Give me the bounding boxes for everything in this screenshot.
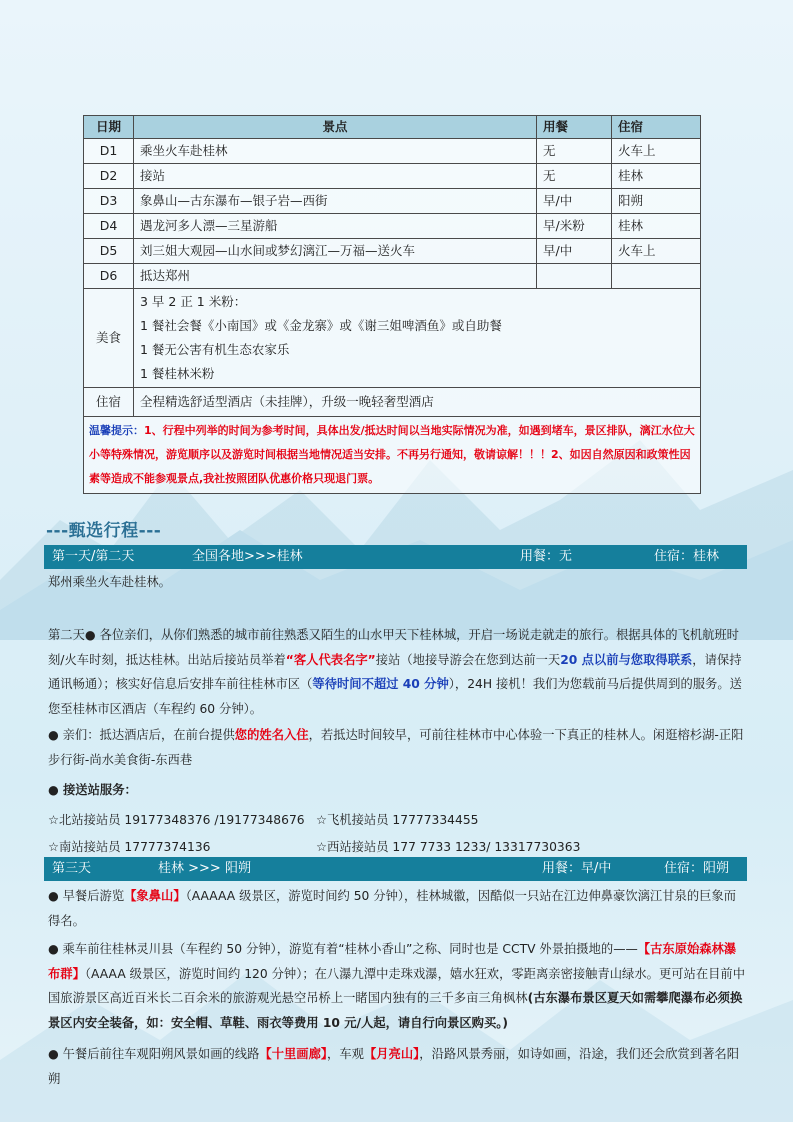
row-spot: 乘坐火车赴桂林 bbox=[134, 139, 537, 164]
row-spot: 抵达郑州 bbox=[134, 264, 537, 289]
day2-highlight: 您的姓名入住 bbox=[234, 728, 309, 742]
row-day: D1 bbox=[84, 139, 134, 164]
table-header-row bbox=[84, 116, 701, 139]
food-line: 3 早 2 正 1 米粉： bbox=[140, 294, 247, 309]
row-spot: 接站 bbox=[134, 164, 537, 189]
row-stay: 火车上 bbox=[612, 239, 701, 264]
day2-highlight: “客人代表名字” bbox=[285, 652, 376, 667]
row-meal: 无 bbox=[537, 164, 612, 189]
stay-text: 全程精选舒适型酒店（未挂牌），升级一晚轻奢型酒店 bbox=[134, 388, 701, 417]
row-day: D4 bbox=[84, 214, 134, 239]
day3-header-bar bbox=[44, 857, 747, 881]
day3-highlight: 【古东原始森林瀑布群】 bbox=[48, 942, 737, 981]
stay-row bbox=[84, 388, 701, 417]
row-stay: 火车上 bbox=[612, 139, 701, 164]
food-line: 1 餐无公害有机生态农家乐 bbox=[140, 342, 290, 357]
day1-day: 第一天/第二天 bbox=[52, 549, 135, 564]
header-meal: 用餐 bbox=[537, 116, 612, 139]
station-west: ☆西站接站员 177 7733 1233/ 13317730363 bbox=[316, 840, 581, 854]
day2-paragraph-2 bbox=[48, 723, 748, 772]
food-cell bbox=[134, 289, 701, 388]
row-day: D3 bbox=[84, 189, 134, 214]
stay-label: 住宿 bbox=[84, 388, 134, 417]
day3-highlight: 【象鼻山】 bbox=[124, 889, 186, 903]
row-day: D2 bbox=[84, 164, 134, 189]
day3-route: 桂林 >>> 阳朔 bbox=[158, 861, 251, 876]
table-row bbox=[84, 264, 701, 289]
day2-highlight: 等待时间不超过 40 分钟 bbox=[312, 677, 449, 691]
row-stay: 阳朔 bbox=[612, 189, 701, 214]
itinerary-table bbox=[83, 115, 701, 494]
service-title: ● 接送站服务： bbox=[48, 783, 137, 797]
day2-text: 第二天● 各位亲们，从你们熟悉的城市前往熟悉又陌生的山水甲天下桂林城，开启一场说走就走的旅行。根据具体的飞机航班时刻/火车时刻，抵达桂林。出站后接站员举着 bbox=[48, 628, 739, 667]
day3-text: （AAAAA 级景区，游览时间约 50 分钟），桂林城徽，因酷似一只站在江边伸鼻豪饮漓江甘泉的巨象而得名。 bbox=[48, 889, 737, 928]
day2-paragraph-1 bbox=[48, 623, 748, 721]
header-date: 日期 bbox=[84, 116, 134, 139]
day3-text: ● 早餐后游览 bbox=[48, 889, 125, 903]
table-row bbox=[84, 214, 701, 239]
day3-day: 第三天 bbox=[52, 861, 92, 876]
station-airport: ☆飞机接站员 17777334455 bbox=[316, 813, 479, 827]
row-stay bbox=[612, 264, 701, 289]
row-day: D5 bbox=[84, 239, 134, 264]
day3-text: ，车观 bbox=[327, 1047, 364, 1061]
day2-text: ● 亲们：抵达酒店后，在前台提供 bbox=[48, 728, 235, 742]
food-line: 1 餐社会餐《小南国》或《金龙寨》或《谢三姐啤酒鱼》或自助餐 bbox=[140, 318, 502, 333]
row-meal bbox=[537, 264, 612, 289]
row-day: D6 bbox=[84, 264, 134, 289]
day3-highlight: 【月亮山】 bbox=[363, 1047, 420, 1061]
row-stay: 桂林 bbox=[612, 214, 701, 239]
row-spot: 象鼻山—古东瀑布—银子岩—西街 bbox=[134, 189, 537, 214]
day3-text: ，沿路风景秀丽，如诗如画，沿途，我们还会欣赏到著名阳朔 bbox=[48, 1047, 740, 1086]
station-south: ☆南站接站员 17777374136 bbox=[48, 840, 211, 854]
food-row bbox=[84, 289, 701, 388]
day2-text: 接站（地接导游会在您到达前一天 bbox=[375, 652, 561, 667]
day3-highlight: 【十里画廊】 bbox=[259, 1047, 328, 1061]
row-meal: 早/米粉 bbox=[537, 214, 612, 239]
food-label: 美食 bbox=[84, 289, 134, 388]
day3-text: ● 午餐后前往车观阳朔风景如画的线路 bbox=[48, 1047, 260, 1061]
row-meal: 无 bbox=[537, 139, 612, 164]
day1-route: 全国各地>>>桂林 bbox=[192, 549, 303, 564]
day3-bold-note: (古东瀑布景区夏天如需攀爬瀑布必须换景区内安全装备，如：安全帽、草鞋、雨衣等费用 10 元/人起，请自行向景区购买。) bbox=[48, 991, 743, 1030]
day1-text: 郑州乘坐火车赴桂林。 bbox=[48, 575, 171, 589]
day3-text: ● 乘车前往桂林灵川县（车程约 50 分钟），游览有着“桂林小香山”之称、同时也是 CCTV 外景拍摄地的—— bbox=[48, 942, 638, 956]
row-meal: 早/中 bbox=[537, 239, 612, 264]
warning-label: 温馨提示： bbox=[89, 424, 144, 437]
day2-text: ，请保持通讯畅通）；核实好信息后安排车前往桂林市区（ bbox=[48, 652, 742, 691]
row-spot: 遇龙河多人漂—三星游船 bbox=[134, 214, 537, 239]
warning-text: 1、行程中列举的时间为参考时间，具体出发/抵达时间以当地实际情况为准，如遇到堵车，景区排队，漓江水位大小等特殊情况，游览顺序以及游览时间根据当地情况适当安排。不再另行通知，敬请谅解！！！2、如因自然原因和政策性因素等造成不能参观景点,我社按照团队优惠价格只现退门票。 bbox=[89, 424, 695, 485]
day3-stay: 住宿：阳朔 bbox=[664, 861, 730, 876]
header-spot: 景点 bbox=[134, 116, 537, 139]
row-spot: 刘三姐大观园—山水间或梦幻漓江—万福—送火车 bbox=[134, 239, 537, 264]
section-title: ---甄选行程--- bbox=[46, 521, 162, 541]
day1-stay: 住宿：桂林 bbox=[654, 549, 720, 564]
warning-cell bbox=[84, 417, 701, 494]
day2-text: ），24H 接机！我们为您载前马后提供周到的服务。送您至桂林市区酒店（车程约 60 分钟）。 bbox=[48, 677, 742, 716]
row-meal: 早/中 bbox=[537, 189, 612, 214]
warning-row bbox=[84, 417, 701, 494]
table-row bbox=[84, 239, 701, 264]
food-line: 1 餐桂林米粉 bbox=[140, 366, 215, 381]
day3-paragraph-1 bbox=[48, 884, 748, 933]
day3-text: （AAAA 级景区，游览时间约 120 分钟）；在八瀑九潭中走珠戏瀑，嬉水狂欢，零距离亲密接触青山绿水。更可站在目前中国旅游景区高近百米长二百余米的旅游观光悬空吊桥上一睹国内独有的三千多亩三角枫林 bbox=[48, 966, 746, 1005]
day3-paragraph-3 bbox=[48, 1042, 748, 1091]
table-row bbox=[84, 189, 701, 214]
day1-header-bar bbox=[44, 545, 747, 569]
row-stay: 桂林 bbox=[612, 164, 701, 189]
table-row bbox=[84, 164, 701, 189]
day3-paragraph-2 bbox=[48, 937, 748, 1035]
day2-text: ，若抵达时间较早，可前往桂林市中心体验一下真正的桂林人。闲逛榕杉湖-正阳步行街-尚水美食街-东西巷 bbox=[48, 728, 744, 767]
day2-highlight: 20 点以前与您取得联系 bbox=[560, 652, 693, 667]
table-row bbox=[84, 139, 701, 164]
day3-meal: 用餐：早/中 bbox=[542, 861, 612, 876]
day1-meal: 用餐：无 bbox=[520, 549, 573, 564]
header-stay: 住宿 bbox=[612, 116, 701, 139]
station-north: ☆北站接站员 19177348376 /19177348676 bbox=[48, 813, 305, 827]
